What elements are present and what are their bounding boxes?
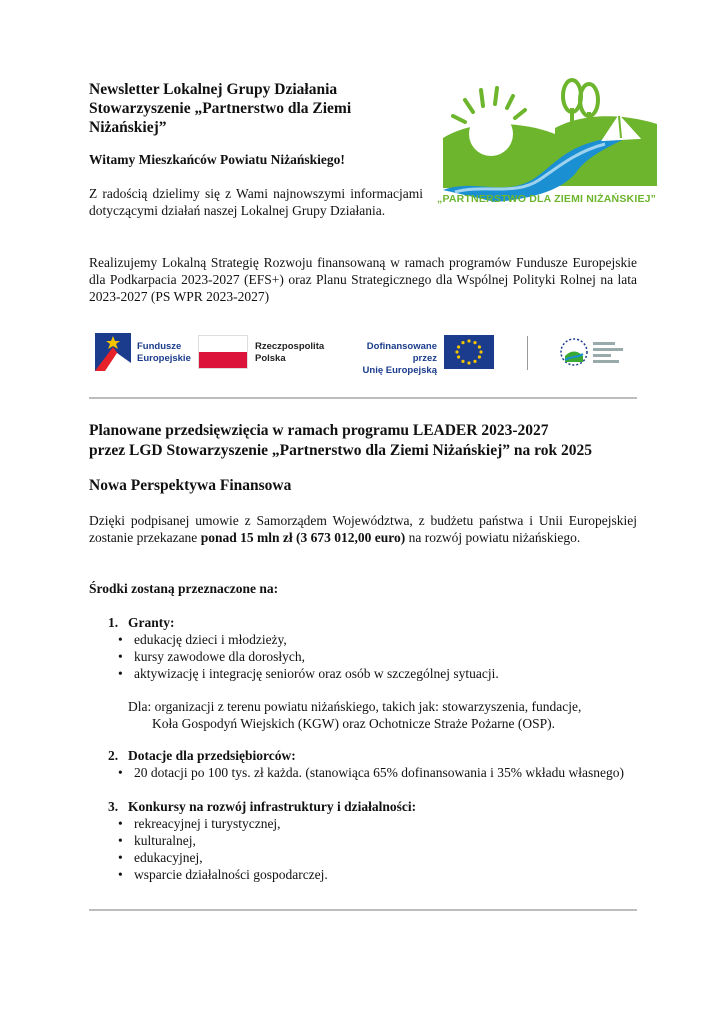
ue-label-line-2: Unię Europejską — [362, 365, 437, 376]
item-1-number: 1. — [108, 615, 119, 630]
section-heading — [89, 421, 649, 461]
item-3-number: 3. — [108, 799, 119, 814]
newsletter-title — [89, 80, 419, 137]
logos-divider — [527, 336, 528, 370]
section-heading-line-2: przez LGD Stowarzyszenie „Partnerstwo dla Ziemi Niżańskiej” na rok 2025 — [89, 442, 592, 459]
funding-paragraph — [89, 512, 637, 546]
polish-flag-icon — [199, 336, 247, 368]
list-item: • kursy zawodowe dla dorosłych, — [108, 648, 638, 665]
title-line-2: Stowarzyszenie „Partnerstwo dla Ziemi — [89, 100, 352, 117]
list-item: • wsparcie działalności gospodarczej. — [108, 866, 638, 883]
eu-flag-icon — [444, 335, 494, 369]
item-1-title: Granty: — [128, 615, 175, 630]
divider-top — [89, 397, 637, 399]
rp-label — [255, 341, 324, 365]
greeting: Witamy Mieszkańców Powiatu Niżańskiego! — [89, 152, 345, 167]
title-line-1: Newsletter Lokalnej Grupy Działania — [89, 81, 338, 98]
item-3-header — [108, 798, 638, 815]
ue-label-line-1: Dofinansowane przez — [366, 341, 437, 364]
list-item: • edukacyjnej, — [108, 849, 638, 866]
item-1-note-line-1: Dla: organizacji z terenu powiatu niżańskiego, takich jak: stowarzyszenia, fundacje, — [128, 699, 582, 714]
list-item: • kulturalnej, — [108, 832, 638, 849]
fe-label-line-2: Europejskie — [137, 353, 191, 364]
list-item: • aktywizację i integrację seniorów oraz osób w szczególnej sytuacji. — [108, 665, 638, 682]
item-3-title: Konkursy na rozwój infrastruktury i działalności: — [128, 799, 417, 814]
section-heading-line-1: Planowane przedsięwzięcia w ramach programu LEADER 2023-2027 — [89, 422, 549, 439]
list-item-infrastructure — [108, 798, 638, 883]
item-1-bullets — [108, 631, 638, 682]
list-item: • 20 dotacji po 100 tys. zł każda. (stanowiąca 65% dofinansowania i 35% wkładu własnego) — [108, 764, 638, 781]
fundusze-europejskie-icon — [95, 333, 131, 371]
rp-label-line-1: Rzeczpospolita — [255, 341, 325, 352]
item-1-note — [108, 698, 638, 732]
list-item-business-grants — [108, 747, 638, 781]
list-item: • rekreacyjnej i turystycznej, — [108, 815, 638, 832]
title-line-3: Niżańskiej” — [89, 119, 167, 136]
item-2-bullets — [108, 764, 638, 781]
list-item: • edukację dzieci i młodzieży, — [108, 631, 638, 648]
intro-paragraph: Z radością dzielimy się z Wami najnowszymi informacjami dotyczącymi działań naszej Lokalnej Grupy Działania. — [89, 186, 423, 218]
logo-caption: „PARTNERSTWO DLA ZIEMI NIŻAŃSKIEJ” — [437, 193, 657, 205]
funding-paragraph-end: na rozwój powiatu niżańskiego. — [405, 530, 581, 545]
funding-paragraph-start: Dzięki podpisanej umowie z Samorządem Województwa, z budżetu państwa i Unii Europejskiej zostanie przekazane — [89, 513, 637, 545]
wpr-logo-icon — [559, 336, 589, 368]
funding-amount: ponad 15 mln zł (3 673 012,00 euro) — [200, 530, 406, 545]
item-1-header — [108, 614, 638, 631]
item-2-header — [108, 747, 638, 764]
fe-label — [137, 341, 191, 365]
divider-bottom — [89, 909, 637, 911]
lgd-logo — [435, 78, 663, 213]
section-subheading: Nowa Perspektywa Finansowa — [89, 477, 292, 494]
fe-label-line-1: Fundusze — [137, 341, 182, 352]
strategy-paragraph: Realizujemy Lokalną Strategię Rozwoju finansowaną w ramach programów Fundusze Europejskie dla Podkarpacia 2023-2027 (EFS+) oraz Planu Strategicznego dla Wspólnej Polityki Rolnej na lata 2023-2027 (PS WPR 2023-2027) — [89, 255, 637, 304]
item-3-bullets — [108, 815, 638, 883]
funds-label: Środki zostaną przeznaczone na: — [89, 581, 279, 596]
ue-label — [343, 341, 437, 377]
item-2-number: 2. — [108, 748, 119, 763]
rp-label-line-2: Polska — [255, 353, 286, 364]
item-1-note-line-2: Koła Gospodyń Wiejskich (KGW) oraz Ochotnicze Straże Pożarne (OSP). — [152, 716, 555, 731]
funding-logos-bar — [89, 330, 637, 380]
wpr-logo-text — [593, 342, 627, 363]
list-item-grants — [108, 614, 638, 732]
item-2-title: Dotacje dla przedsiębiorców: — [128, 748, 296, 763]
